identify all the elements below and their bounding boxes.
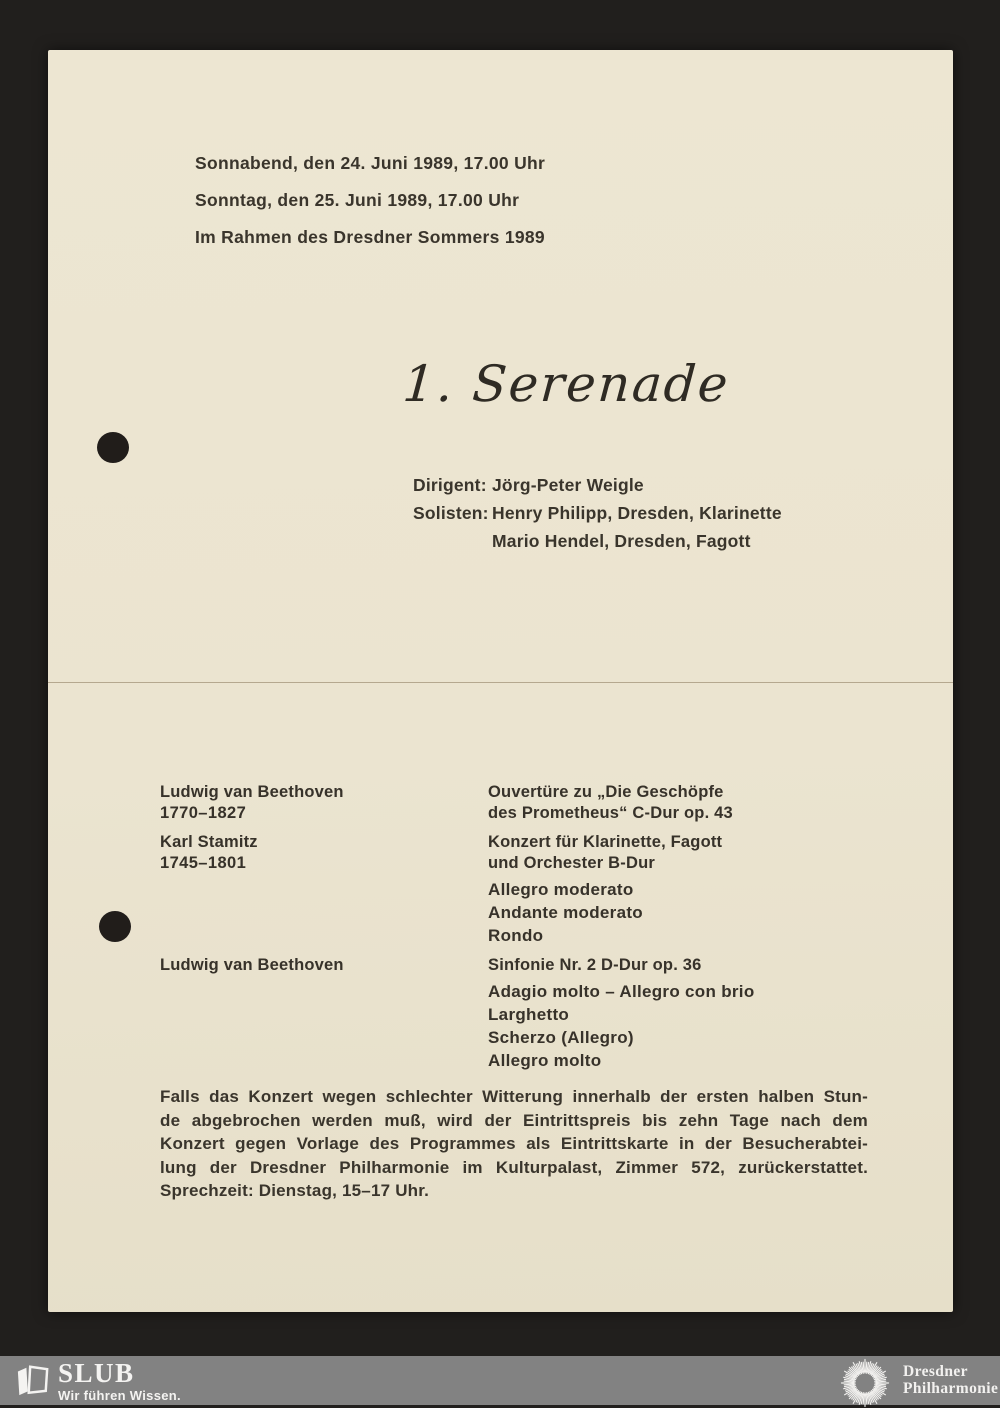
slub-tagline: Wir führen Wissen. bbox=[58, 1388, 181, 1403]
date-line: Sonnabend, den 24. Juni 1989, 17.00 Uhr bbox=[195, 153, 546, 173]
slub-logo[interactable] bbox=[16, 1359, 181, 1403]
date-line: Im Rahmen des Dresdner Sommers 1989 bbox=[195, 227, 545, 247]
program-item bbox=[160, 955, 920, 1072]
performers-block bbox=[413, 471, 782, 555]
work-title-line: Sinfonie Nr. 2 D-Dur op. 36 bbox=[488, 956, 702, 974]
work-title-line: Konzert für Klarinette, Fagott bbox=[488, 833, 723, 851]
work-title-line: Ouvertüre zu „Die Geschöpfe bbox=[488, 783, 724, 801]
work-title-line: und Orchester B-Dur bbox=[488, 854, 655, 872]
hole-punch-top bbox=[97, 432, 129, 463]
refund-notice bbox=[160, 1085, 868, 1203]
soloist-name: Henry Philipp, Dresden, Klarinette bbox=[492, 503, 782, 523]
performer-label: Solisten: bbox=[413, 503, 489, 523]
movement: Rondo bbox=[488, 926, 544, 945]
movement: Allegro moderato bbox=[488, 880, 634, 899]
viewer-footer-bar bbox=[0, 1356, 1000, 1405]
book-icon bbox=[16, 1362, 50, 1398]
hole-punch-bottom bbox=[99, 911, 131, 942]
scanned-program-page bbox=[48, 50, 953, 1312]
concert-title: 1. Serenade bbox=[400, 355, 732, 413]
concert-dates bbox=[195, 145, 545, 256]
starburst-icon bbox=[840, 1358, 890, 1408]
program-item bbox=[160, 832, 920, 947]
philharmonie-logo[interactable] bbox=[840, 1356, 998, 1405]
philharmonie-wordmark: Dresdner Philharmonie bbox=[903, 1363, 999, 1397]
notice-line: de abgebrochen werden muß, wird der Eintrittspreis bis zehn Tage nach dem bbox=[160, 1110, 868, 1130]
notice-line: Sprechzeit: Dienstag, 15–17 Uhr. bbox=[160, 1181, 430, 1200]
performer-label bbox=[413, 527, 492, 555]
performer-label: Dirigent: bbox=[413, 475, 487, 495]
composer-years: 1770–1827 bbox=[160, 804, 247, 822]
movement: Andante moderato bbox=[488, 903, 643, 922]
notice-line: Falls das Konzert wegen schlechter Witterung innerhalb der ersten halben Stun- bbox=[160, 1087, 868, 1106]
composer-years: 1745–1801 bbox=[160, 854, 247, 872]
conductor-name: Jörg-Peter Weigle bbox=[492, 475, 644, 495]
composer-name: Ludwig van Beethoven bbox=[160, 783, 344, 801]
program-item bbox=[160, 782, 920, 824]
movement: Adagio molto – Allegro con brio bbox=[488, 982, 755, 1001]
movement: Scherzo (Allegro) bbox=[488, 1028, 634, 1047]
notice-line: lung der Dresdner Philharmonie im Kulturpalast, Zimmer 572, zurückerstattet. bbox=[160, 1157, 868, 1177]
soloist-name: Mario Hendel, Dresden, Fagott bbox=[492, 531, 751, 551]
notice-line: Konzert gegen Vorlage des Programmes als Eintrittskarte in der Besucherabtei- bbox=[160, 1134, 868, 1153]
composer-name: Karl Stamitz bbox=[160, 833, 258, 851]
date-line: Sonntag, den 25. Juni 1989, 17.00 Uhr bbox=[195, 190, 520, 210]
fold-crease bbox=[48, 682, 953, 683]
work-title-line: des Prometheus“ C-Dur op. 43 bbox=[488, 804, 733, 822]
movement: Allegro molto bbox=[488, 1051, 602, 1070]
composer-name: Ludwig van Beethoven bbox=[160, 956, 344, 974]
movement: Larghetto bbox=[488, 1005, 570, 1024]
slub-wordmark: SLUB bbox=[58, 1358, 135, 1388]
